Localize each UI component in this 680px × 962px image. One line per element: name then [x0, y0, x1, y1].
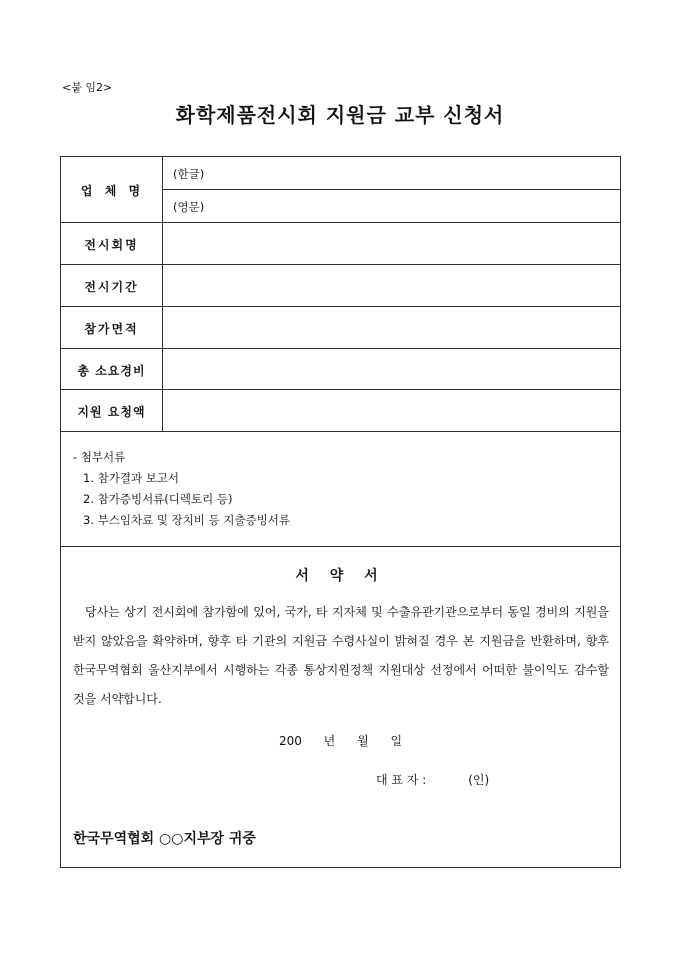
representative-signature: 대 표 자 : (인): [376, 773, 490, 787]
requested-amount-label: 지원 요청액: [77, 405, 146, 419]
attachment-item: 2. 참가증빙서류(디렉토리 등): [83, 492, 233, 506]
attachment-item: 1. 참가결과 보고서: [83, 471, 180, 485]
company-name-label: 업 체 명: [80, 184, 143, 198]
exhibition-period-label: 전시기간: [84, 280, 139, 294]
pledge-title: 서 약 서: [295, 568, 386, 584]
company-name-korean-field[interactable]: (한글): [173, 167, 205, 181]
addressee: 한국무역협회 ○○지부장 귀중: [73, 831, 256, 847]
attachment-item: 3. 부스임차료 및 장치비 등 지출증빙서류: [83, 513, 290, 527]
pledge-section: [60, 0, 621, 962]
pledge-date: 200 년 월 일: [278, 734, 403, 748]
attachment-number: <붙 임2>: [62, 81, 113, 94]
attachments-heading: - 첨부서류: [73, 450, 126, 464]
page-title: 화학제품전시회 지원금 교부 신청서: [175, 103, 505, 127]
total-cost-label: 총 소요경비: [77, 364, 146, 378]
company-name-english-field[interactable]: (영문): [173, 200, 205, 214]
booth-area-label: 참가면적: [84, 322, 139, 336]
pledge-body: 당사는 상기 전시회에 참가함에 있어, 국가, 타 지자체 및 수출유관기관으로부터 동일 경비의 지원을 받지 않았음을 확약하며, 향후 타 기관의 지원금 수령사실이 밝혀질 경우 본 지원금을 반환하며, 향후 한국무역협회 울산지부에서 시행하는 각종 통상지원정책 지원대상 선정에서 어떠한 불이익도 감수할 것을 서약합니다.: [73, 605, 609, 706]
exhibition-name-label: 전시회명: [84, 238, 139, 252]
